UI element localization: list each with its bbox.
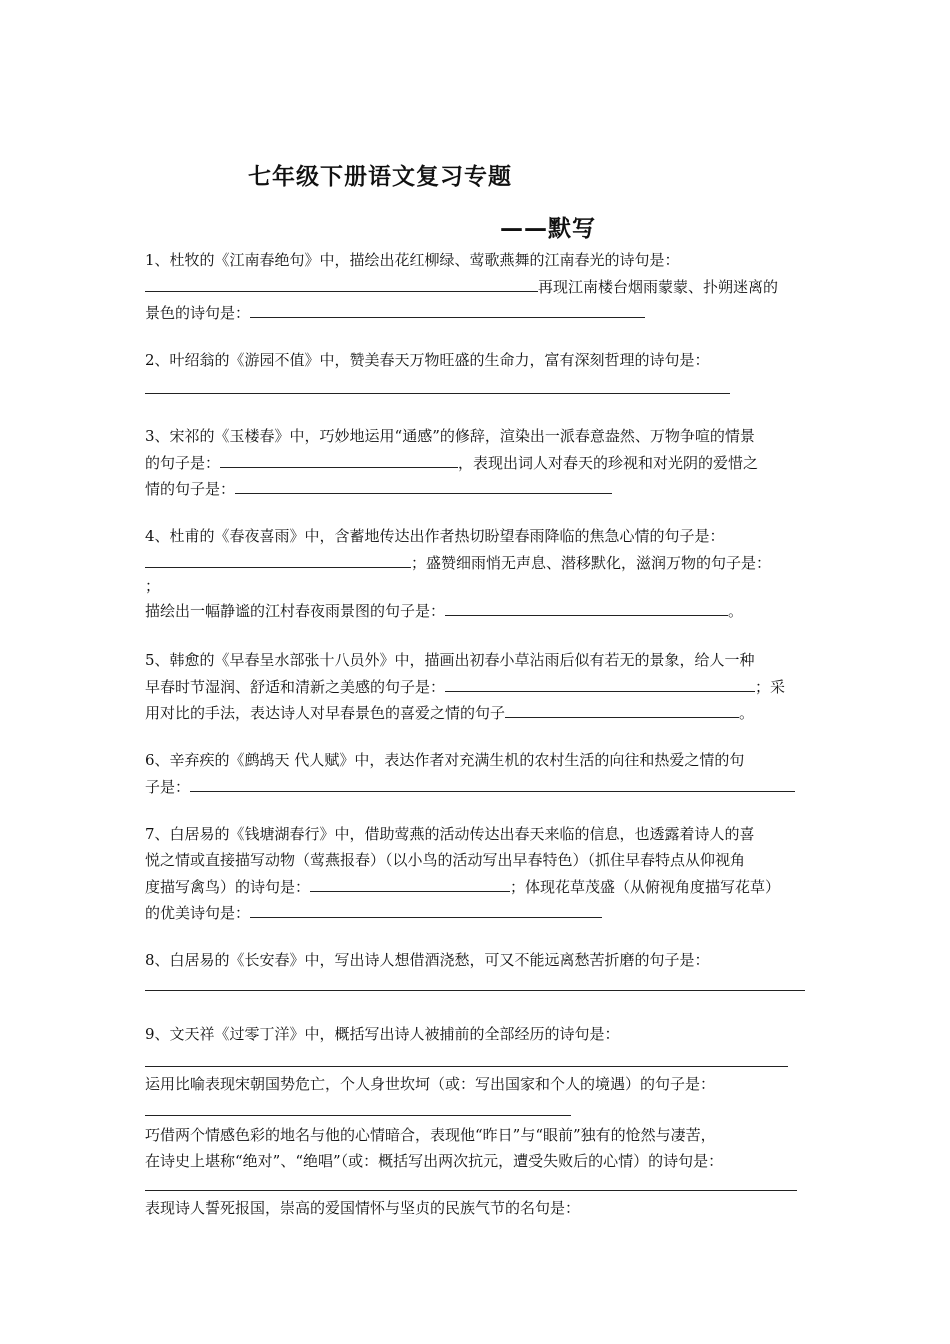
page-title: 七年级下册语文复习专题 bbox=[248, 164, 512, 190]
q3-prefix2: 情的句子是： bbox=[145, 480, 236, 498]
q4-mid: ；盛赞细雨悄无声息、潜移默化，滋润万物的句子是： bbox=[411, 554, 772, 572]
q9-answer-line-2[interactable] bbox=[145, 1115, 571, 1116]
q1-line3 bbox=[145, 302, 645, 323]
q5-prefix: 早春时节湿润、舒适和清新之美感的句子是： bbox=[145, 678, 446, 696]
page-subtitle: ——默写 bbox=[500, 216, 596, 242]
q3-mid: ，表现出词人对春天的珍视和对光阴的爱惜之 bbox=[458, 454, 759, 472]
q7-mid: ；体现花草茂盛（从俯视角度描写花草） bbox=[510, 878, 781, 896]
q7-line4 bbox=[145, 902, 602, 923]
q4-prefix: 描绘出一幅静谧的江村春夜雨景图的句子是： bbox=[145, 602, 446, 620]
q3-blank-1[interactable] bbox=[220, 452, 458, 468]
q1-line2 bbox=[145, 276, 778, 297]
q9-answer-line-1[interactable] bbox=[145, 1066, 788, 1067]
q9-part2: 运用比喻表现宋朝国势危亡，个人身世坎坷（或：写出国家和个人的境遇）的句子是： bbox=[145, 1075, 716, 1093]
q4-end: 。 bbox=[728, 602, 744, 620]
q1-blank-1[interactable] bbox=[145, 276, 538, 292]
q3-blank-2[interactable] bbox=[235, 478, 612, 494]
q8-answer-line[interactable] bbox=[145, 990, 805, 991]
q5-blank-1[interactable] bbox=[445, 676, 755, 692]
q7-blank-1[interactable] bbox=[310, 876, 510, 892]
q3-line3 bbox=[145, 478, 612, 499]
q1-mid: 再现江南楼台烟雨蒙蒙、扑朔迷离的 bbox=[538, 278, 779, 296]
q6-prompt: 6、辛弃疾的《鹧鸪天 代人赋》中，表达作者对充满生机的农村生活的向往和热爱之情的句 bbox=[145, 751, 745, 769]
q4-blank-1[interactable] bbox=[145, 552, 411, 568]
q7-prefix2: 的优美诗句是： bbox=[145, 904, 251, 922]
q1-blank-2[interactable] bbox=[250, 302, 645, 318]
q9-part4: 表现诗人誓死报国，崇高的爱国情怀与坚贞的民族气节的名句是： bbox=[145, 1199, 581, 1217]
q2-answer-line[interactable] bbox=[145, 393, 730, 394]
q3-prefix: 的句子是： bbox=[145, 454, 221, 472]
q7-prompt: 7、白居易的《钱塘湖春行》中，借助莺燕的活动传达出春天来临的信息，也透露着诗人的喜 bbox=[145, 825, 755, 843]
q9-part3a: 巧借两个情感色彩的地名与他的心情暗合，表现他“昨日”与“眼前”独有的怆然与凄苦， bbox=[145, 1126, 716, 1144]
q9-prompt: 9、文天祥《过零丁洋》中，概括写出诗人被捕前的全部经历的诗句是： bbox=[145, 1025, 620, 1043]
q9-part3b: 在诗史上堪称“绝对”、“绝唱”（或：概括写出两次抗元，遭受失败后的心情）的诗句是： bbox=[145, 1152, 724, 1170]
q2-prompt: 2、叶绍翁的《游园不值》中，赞美春天万物旺盛的生命力，富有深刻哲理的诗句是： bbox=[145, 351, 710, 369]
q5-line2 bbox=[145, 676, 785, 697]
q4-line4 bbox=[145, 600, 743, 621]
q5-blank-2[interactable] bbox=[505, 702, 739, 718]
q8-prompt: 8、白居易的《长安春》中，写出诗人想借酒浇愁，可又不能远离愁苦折磨的句子是： bbox=[145, 951, 710, 969]
q7-blank-2[interactable] bbox=[250, 902, 602, 918]
q6-blank-1[interactable] bbox=[190, 776, 795, 792]
q4-prompt: 4、杜甫的《春夜喜雨》中，含蓄地传达出作者热切盼望春雨降临的焦急心情的句子是： bbox=[145, 527, 725, 545]
q7-line2: 悦之情或直接描写动物（莺燕报春）（以小鸟的活动写出早春特色）（抓住早春特点从仰视角 bbox=[145, 851, 746, 869]
q5-tail: ；采 bbox=[755, 678, 786, 696]
q9-answer-line-3[interactable] bbox=[145, 1190, 797, 1191]
q4-semicolon: ； bbox=[145, 577, 161, 595]
q3-prompt: 3、宋祁的《玉楼春》中，巧妙地运用“通感”的修辞，渲染出一派春意盎然、万物争喧的情景 bbox=[145, 427, 755, 445]
q1-prefix: 景色的诗句是： bbox=[145, 304, 251, 322]
q5-prefix2: 用对比的手法，表达诗人对早春景色的喜爱之情的句子 bbox=[145, 704, 506, 722]
q5-line3 bbox=[145, 702, 754, 723]
q6-line2 bbox=[145, 776, 795, 797]
q7-line3 bbox=[145, 876, 780, 897]
q7-prefix: 度描写禽鸟）的诗句是： bbox=[145, 878, 311, 896]
q4-blank-2[interactable] bbox=[445, 600, 728, 616]
q3-line2 bbox=[145, 452, 758, 473]
q6-prefix: 子是： bbox=[145, 778, 191, 796]
q1-prompt: 1、杜牧的《江南春绝句》中，描绘出花红柳绿、莺歌燕舞的江南春光的诗句是： bbox=[145, 251, 680, 269]
q5-end: 。 bbox=[739, 704, 755, 722]
q5-prompt: 5、韩愈的《早春呈水部张十八员外》中，描画出初春小草沾雨后似有若无的景象，给人一种 bbox=[145, 651, 755, 669]
q4-line2 bbox=[145, 552, 771, 573]
